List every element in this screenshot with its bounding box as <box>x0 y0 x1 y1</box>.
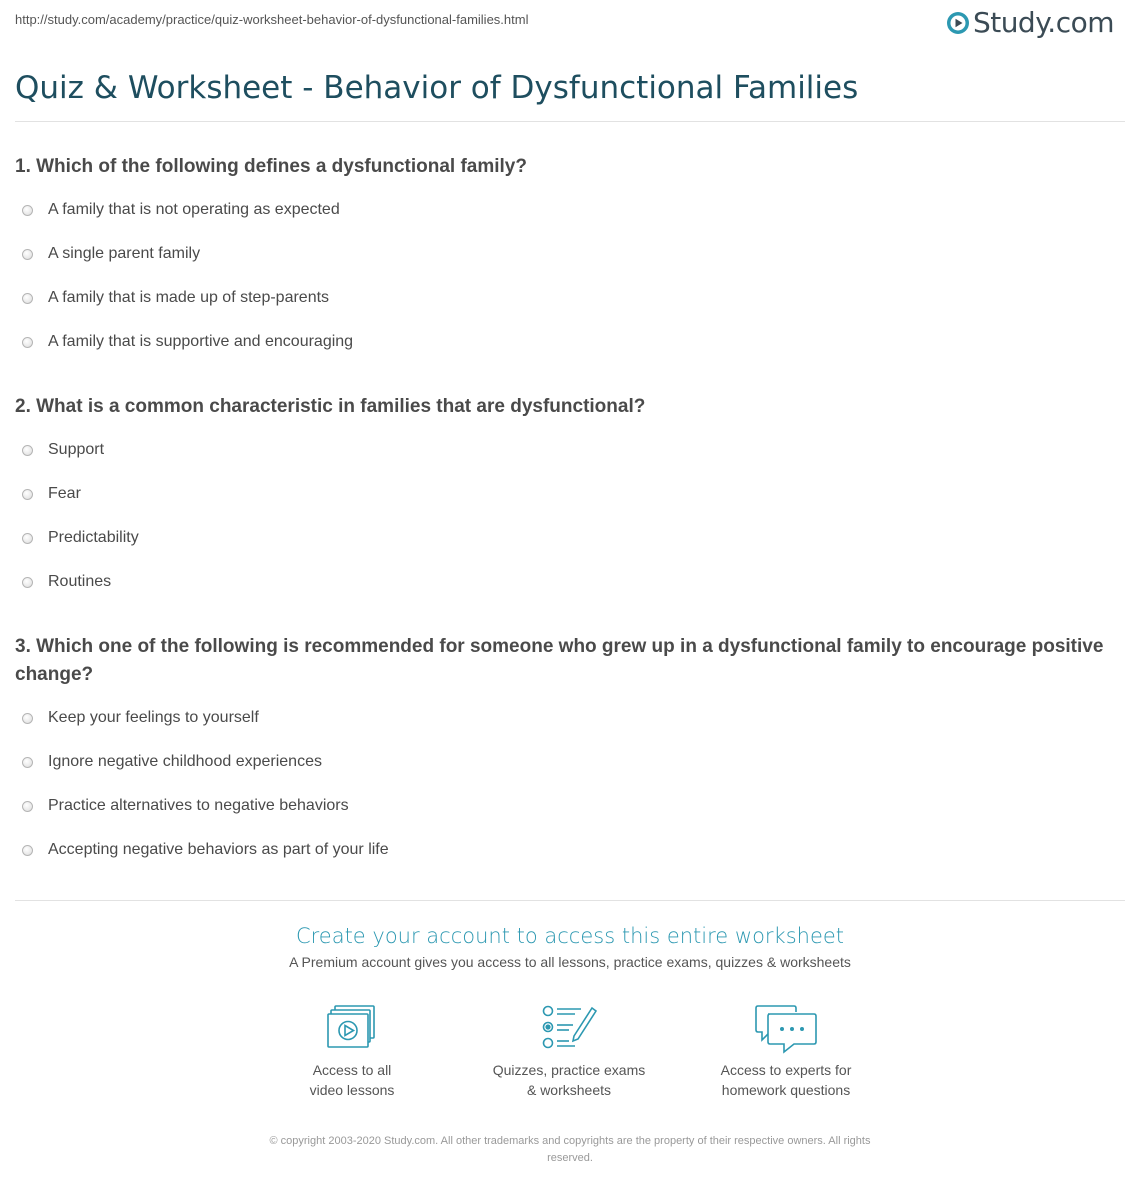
answer-option[interactable] <box>20 320 353 364</box>
option-label: Predictability <box>48 529 139 546</box>
option-label: Support <box>48 441 105 458</box>
question-3-options <box>20 696 389 872</box>
feature-label-line: homework questions <box>721 1082 851 1098</box>
answer-option[interactable] <box>20 696 389 740</box>
question-3: 3. Which one of the following is recommended for someone who grew up in a dysfunctional family to encourage positive change? <box>15 636 1104 685</box>
option-label: Fear <box>48 485 81 502</box>
radio-button[interactable] <box>22 533 33 544</box>
radio-button[interactable] <box>22 801 33 812</box>
answer-option[interactable] <box>20 428 139 472</box>
feature-label-line: Access to experts for <box>720 1062 852 1078</box>
radio-button[interactable] <box>22 713 33 724</box>
feature-label-line: Quizzes, practice exams <box>492 1062 646 1078</box>
copyright-footer <box>0 1133 1140 1167</box>
radio-button[interactable] <box>22 757 33 768</box>
cta-subtitle: A Premium account gives you access to all lessons, practice exams, quizzes & worksheets <box>289 954 851 970</box>
study-logo[interactable] <box>946 6 1114 39</box>
radio-button[interactable] <box>22 337 33 348</box>
option-label: Routines <box>48 573 112 590</box>
chat-bubbles-icon <box>754 1004 818 1056</box>
footer-line: © copyright 2003-2020 Study.com. All other trademarks and copyrights are the property of their respective owners. All rights <box>269 1135 871 1147</box>
cta-title[interactable]: Create your account to access this entire worksheet <box>295 924 845 948</box>
title-divider <box>15 121 1125 122</box>
answer-option[interactable] <box>20 276 353 320</box>
radio-button[interactable] <box>22 293 33 304</box>
option-label: Keep your feelings to yourself <box>48 709 259 726</box>
option-label: A family that is not operating as expected <box>48 201 340 218</box>
radio-button[interactable] <box>22 577 33 588</box>
radio-button[interactable] <box>22 445 33 456</box>
answer-option[interactable] <box>20 472 139 516</box>
answer-option[interactable] <box>20 828 389 872</box>
feature-video-lessons <box>252 1004 452 1100</box>
video-lessons-icon <box>326 1004 378 1050</box>
logo-text: Study.com <box>972 6 1114 39</box>
radio-button[interactable] <box>22 845 33 856</box>
answer-option[interactable] <box>20 516 139 560</box>
answer-option[interactable] <box>20 740 389 784</box>
question-1: 1. Which of the following defines a dysfunctional family? <box>15 156 527 177</box>
cta-divider <box>15 900 1125 901</box>
question-1-options <box>20 188 353 364</box>
answer-option[interactable] <box>20 560 139 604</box>
answer-option[interactable] <box>20 232 353 276</box>
feature-label-line: Access to all <box>312 1062 392 1078</box>
option-label: A family that is supportive and encouraging <box>48 333 354 350</box>
play-circle-icon <box>946 11 970 35</box>
option-label: Practice alternatives to negative behaviors <box>48 797 349 814</box>
feature-experts <box>686 1004 886 1100</box>
radio-button[interactable] <box>22 489 33 500</box>
answer-option[interactable] <box>20 188 353 232</box>
quiz-checklist-icon <box>541 1004 597 1050</box>
feature-label-line: video lessons <box>309 1082 395 1098</box>
option-label: Ignore negative childhood experiences <box>48 753 322 770</box>
radio-button[interactable] <box>22 249 33 260</box>
question-2-options <box>20 428 139 604</box>
radio-button[interactable] <box>22 205 33 216</box>
option-label: A single parent family <box>48 245 201 262</box>
question-2: 2. What is a common characteristic in families that are dysfunctional? <box>15 396 646 417</box>
option-label: A family that is made up of step-parents <box>48 289 330 306</box>
page-url: http://study.com/academy/practice/quiz-worksheet-behavior-of-dysfunctional-families.html <box>15 12 529 27</box>
answer-option[interactable] <box>20 784 389 828</box>
option-label: Accepting negative behaviors as part of your life <box>48 841 389 858</box>
page-title: Quiz & Worksheet - Behavior of Dysfunctional Families <box>15 70 859 106</box>
footer-line: reserved. <box>547 1152 593 1164</box>
feature-label-line: & worksheets <box>526 1082 612 1098</box>
feature-quizzes <box>469 1004 669 1100</box>
